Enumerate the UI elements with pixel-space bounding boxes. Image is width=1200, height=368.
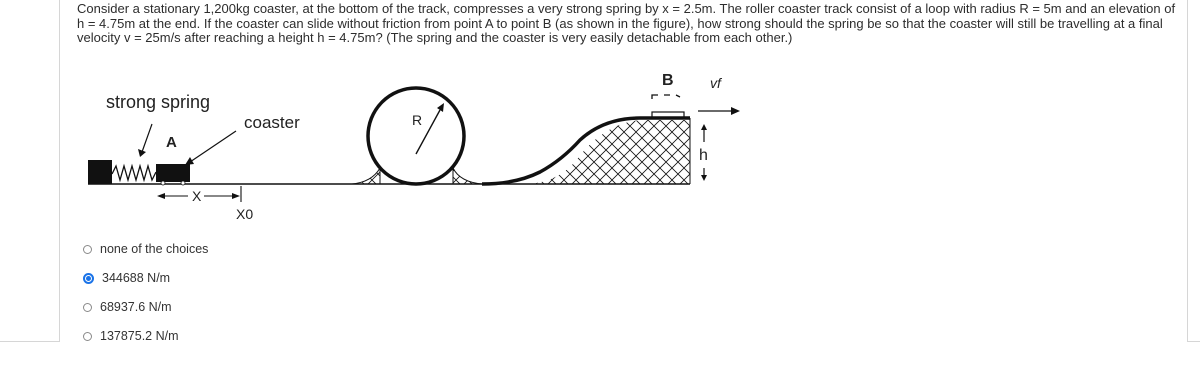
x0-label: X0: [236, 206, 254, 222]
radio-unselected-icon[interactable]: [83, 303, 92, 312]
coaster-body: [156, 164, 190, 182]
point-b-label: B: [662, 72, 674, 89]
track-loop: [368, 88, 464, 184]
radio-unselected-icon[interactable]: [83, 332, 92, 341]
point-a-label: A: [166, 134, 177, 151]
question-text: Consider a stationary 1,200kg coaster, at the bottom of the track, compresses a very strong spring by x = 2.5m. The roller coaster track consist of a loop with radius R = 5m and an elevation of h = 4.75m at the end. If the coaster can slide without friction from point A to point B (as shown in the figure), how strong should the spring be so that the coaster will still be travelling at a final velocity v = 25m/s after reaching a height h = 4.75m? (The spring and the coaster is very easily detachable from each other.): [77, 1, 1176, 45]
coaster-label: coaster: [244, 113, 300, 132]
choice-label: 68937.6 N/m: [100, 300, 172, 314]
loop-hatch-left: [352, 168, 380, 184]
spring-coil: [112, 166, 156, 180]
content-frame-bottom-border-right: [1187, 341, 1200, 342]
choice-option-2[interactable]: [83, 270, 283, 286]
spring-wall: [88, 160, 112, 184]
radio-selected-icon[interactable]: [83, 273, 94, 284]
radio-unselected-icon[interactable]: [83, 245, 92, 254]
choice-option-3[interactable]: [83, 299, 283, 315]
content-frame-bottom-border: [0, 341, 60, 342]
choice-option-1[interactable]: [83, 241, 283, 257]
radius-label: R: [412, 112, 423, 128]
spring-label: strong spring: [106, 92, 211, 112]
choice-option-4[interactable]: [83, 328, 283, 344]
choice-label: 344688 N/m: [102, 271, 171, 285]
choice-label: none of the choices: [100, 242, 209, 256]
choice-label: 137875.2 N/m: [100, 329, 179, 343]
final-velocity-label: vf: [710, 75, 721, 91]
x-label: X: [192, 188, 202, 204]
coaster-pointer-arrow: [190, 131, 236, 162]
height-label: h: [699, 147, 708, 164]
hill-hatch: [528, 120, 690, 184]
loop-hatch-right: [453, 168, 482, 184]
spring-pointer-arrow: [142, 124, 152, 152]
